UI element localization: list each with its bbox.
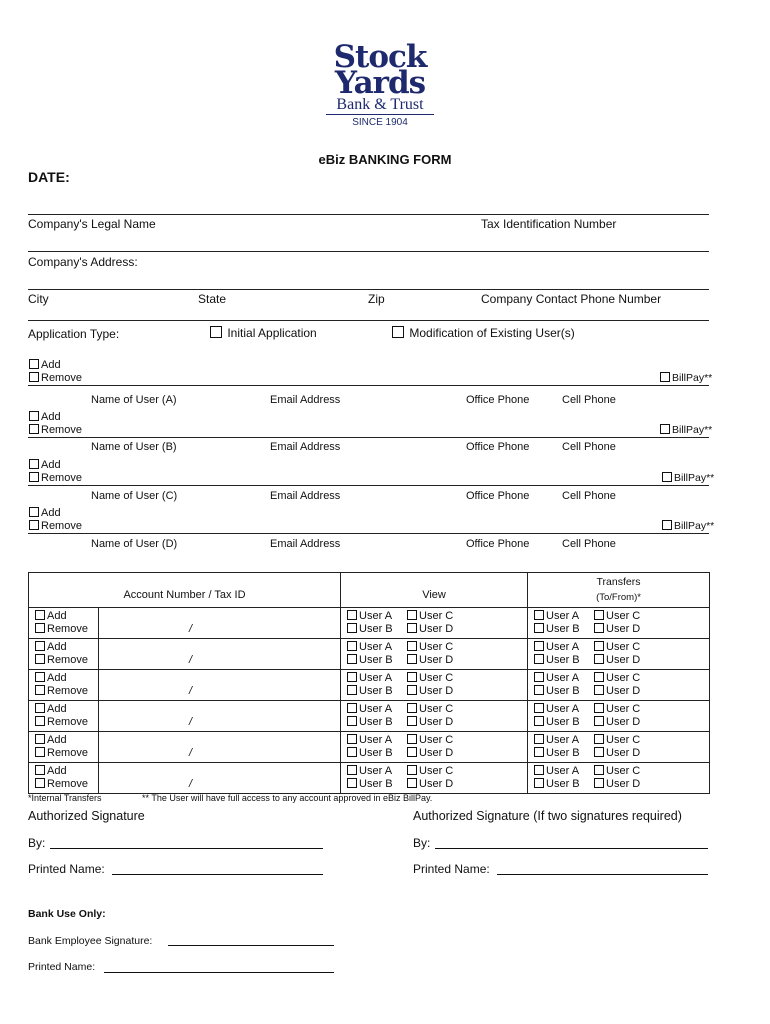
user-label: User C	[419, 734, 454, 746]
user-label: User B	[359, 747, 393, 759]
add-remove-cell	[29, 639, 99, 670]
user-d-remove[interactable]	[29, 520, 82, 532]
modification-checkbox[interactable]	[392, 326, 404, 338]
account-number-field[interactable]	[99, 763, 341, 794]
account-add-checkbox[interactable]	[35, 610, 45, 620]
user-checkbox[interactable]	[594, 747, 604, 757]
account-slash: /	[189, 654, 193, 666]
user-label: User B	[546, 778, 580, 790]
user-checkbox[interactable]	[594, 610, 604, 620]
add-label: Add	[47, 641, 67, 653]
user-b-email-label: Email Address	[270, 441, 341, 453]
second-signature-title: Authorized Signature (If two signatures required)	[413, 809, 682, 823]
user-label: User D	[419, 654, 454, 666]
user-label: User B	[546, 716, 580, 728]
view-header	[341, 573, 528, 608]
user-label: User A	[546, 765, 580, 777]
billpay-label: BillPay**	[672, 372, 713, 384]
user-label: User B	[546, 685, 580, 697]
view-users-cell	[341, 639, 528, 670]
remove-label: Remove	[41, 372, 82, 384]
user-label: User A	[359, 672, 393, 684]
account-number-header-label: Account Number / Tax ID	[123, 589, 246, 601]
transfer-users-cell	[528, 763, 710, 794]
view-users-cell	[341, 763, 528, 794]
user-label: User D	[419, 623, 454, 635]
user-checkbox[interactable]	[534, 734, 544, 744]
transfer-users-cell	[528, 732, 710, 763]
user-a-name-label: Name of User (A)	[91, 394, 177, 406]
user-checkbox[interactable]	[534, 747, 544, 757]
account-add-checkbox[interactable]	[35, 734, 45, 744]
view-header-label: View	[422, 589, 446, 601]
account-add[interactable]	[35, 672, 98, 685]
account-number-field[interactable]	[99, 639, 341, 670]
user-b-billpay[interactable]	[660, 424, 712, 436]
account-remove-checkbox[interactable]	[35, 747, 45, 757]
billpay-label: BillPay**	[674, 472, 715, 484]
user-checkbox[interactable]	[534, 716, 544, 726]
user-label: User C	[606, 765, 641, 777]
view-users-cell	[341, 670, 528, 701]
user-d-add[interactable]	[29, 507, 61, 519]
user-checkbox[interactable]	[407, 765, 417, 775]
user-checkbox[interactable]	[407, 685, 417, 695]
user-b-line	[28, 437, 709, 438]
add-label: Add	[47, 672, 67, 684]
account-number-field[interactable]	[99, 670, 341, 701]
user-label: User B	[359, 778, 393, 790]
user-label: User B	[359, 654, 393, 666]
user-checkbox[interactable]	[347, 716, 357, 726]
printed-name-label-right: Printed Name:	[413, 862, 490, 876]
account-add[interactable]	[35, 610, 98, 623]
user-label: User A	[546, 672, 580, 684]
remove-label: Remove	[47, 654, 88, 666]
user-d-office-label: Office Phone	[466, 538, 530, 550]
user-checkbox[interactable]	[407, 610, 417, 620]
user-checkbox[interactable]	[407, 703, 417, 713]
add-label: Add	[47, 703, 67, 715]
account-remove[interactable]	[35, 716, 98, 729]
user-c-cell-label: Cell Phone	[562, 490, 616, 502]
authorized-signature-title: Authorized Signature	[28, 809, 145, 823]
user-checkbox[interactable]	[347, 610, 357, 620]
account-remove-checkbox[interactable]	[35, 654, 45, 664]
user-checkbox[interactable]	[594, 641, 604, 651]
user-label: User A	[546, 734, 580, 746]
form-title: eBiz BANKING FORM	[318, 152, 452, 167]
by-label-right: By:	[413, 836, 431, 850]
user-label: User C	[606, 734, 641, 746]
view-users-cell	[341, 701, 528, 732]
transfers-subheader-label: (To/From)*	[596, 592, 641, 603]
user-b-remove[interactable]	[29, 424, 82, 436]
account-remove-checkbox[interactable]	[35, 685, 45, 695]
user-checkbox[interactable]	[347, 734, 357, 744]
user-checkbox[interactable]	[347, 623, 357, 633]
user-c-add[interactable]	[29, 459, 61, 471]
user-label: User D	[606, 778, 641, 790]
user-c-line	[28, 485, 709, 486]
user-label: User C	[606, 703, 641, 715]
account-remove-checkbox[interactable]	[35, 623, 45, 633]
user-c-billpay[interactable]	[662, 472, 714, 484]
bank-employee-signature-line[interactable]	[168, 945, 334, 946]
divider-line	[28, 214, 709, 215]
user-checkbox[interactable]	[407, 641, 417, 651]
remove-label: Remove	[41, 424, 82, 436]
user-checkbox[interactable]	[347, 654, 357, 664]
remove-label: Remove	[47, 685, 88, 697]
modification-option[interactable]	[392, 326, 575, 340]
user-checkbox[interactable]	[594, 716, 604, 726]
transfers-header	[528, 573, 710, 608]
user-label: User D	[419, 716, 454, 728]
account-add-checkbox[interactable]	[35, 765, 45, 775]
logo-since: SINCE 1904	[326, 114, 434, 130]
transfer-users-cell	[528, 670, 710, 701]
add-remove-cell	[29, 701, 99, 732]
internal-transfers-note: *Internal Transfers	[28, 793, 102, 803]
divider-line	[28, 289, 709, 290]
account-number-field[interactable]	[99, 701, 341, 732]
user-label: User A	[359, 734, 393, 746]
user-a-line	[28, 385, 709, 386]
account-row	[29, 701, 710, 732]
add-remove-cell	[29, 670, 99, 701]
remove-label: Remove	[41, 520, 82, 532]
user-a-add[interactable]	[29, 359, 61, 371]
user-a-cell-label: Cell Phone	[562, 394, 616, 406]
user-b-add-checkbox[interactable]	[29, 411, 39, 421]
account-remove[interactable]	[35, 654, 98, 667]
application-type-label: Application Type:	[28, 327, 120, 341]
remove-label: Remove	[47, 778, 88, 790]
initial-application-option[interactable]	[210, 326, 317, 340]
city-label: City	[28, 292, 49, 306]
user-label: User C	[606, 641, 641, 653]
user-checkbox[interactable]	[534, 685, 544, 695]
by-signature-line-left[interactable]	[50, 848, 323, 849]
transfers-header-label: Transfers	[596, 576, 641, 588]
account-slash: /	[189, 778, 193, 790]
user-label: User B	[359, 623, 393, 635]
user-label: User D	[606, 716, 641, 728]
user-label: User A	[546, 641, 580, 653]
user-checkbox[interactable]	[347, 685, 357, 695]
bank-use-title: Bank Use Only:	[28, 908, 106, 920]
add-remove-cell	[29, 763, 99, 794]
user-label: User B	[546, 654, 580, 666]
user-checkbox[interactable]	[534, 623, 544, 633]
user-d-email-label: Email Address	[270, 538, 341, 550]
logo-line-2: Yards	[334, 65, 426, 101]
user-label: User B	[359, 685, 393, 697]
user-label: User A	[359, 641, 393, 653]
user-b-billpay-checkbox[interactable]	[660, 424, 670, 434]
user-label: User C	[419, 672, 454, 684]
account-remove[interactable]	[35, 778, 98, 791]
user-checkbox[interactable]	[407, 623, 417, 633]
user-checkbox[interactable]	[347, 765, 357, 775]
user-label: User A	[359, 610, 393, 622]
user-label: User B	[359, 716, 393, 728]
date-label: DATE:	[28, 169, 70, 185]
user-label: User A	[546, 703, 580, 715]
user-checkbox[interactable]	[534, 765, 544, 775]
user-a-remove-checkbox[interactable]	[29, 372, 39, 382]
billpay-label: BillPay**	[672, 424, 713, 436]
account-remove[interactable]	[35, 623, 98, 636]
user-checkbox[interactable]	[534, 654, 544, 664]
account-row	[29, 608, 710, 639]
account-slash: /	[189, 747, 193, 759]
user-checkbox[interactable]	[594, 654, 604, 664]
user-checkbox[interactable]	[594, 734, 604, 744]
user-a-office-label: Office Phone	[466, 394, 530, 406]
modification-label: Modification of Existing User(s)	[409, 326, 575, 340]
user-label: User D	[419, 747, 454, 759]
account-slash: /	[189, 685, 193, 697]
user-d-remove-checkbox[interactable]	[29, 520, 39, 530]
user-b-cell-label: Cell Phone	[562, 441, 616, 453]
user-checkbox[interactable]	[594, 672, 604, 682]
view-users-cell	[341, 608, 528, 639]
by-signature-line-right[interactable]	[435, 848, 708, 849]
user-b-remove-checkbox[interactable]	[29, 424, 39, 434]
account-slash: /	[189, 716, 193, 728]
initial-application-label: Initial Application	[227, 326, 317, 340]
user-c-remove[interactable]	[29, 472, 82, 484]
accounts-table	[28, 572, 710, 794]
user-label: User B	[546, 623, 580, 635]
user-checkbox[interactable]	[534, 641, 544, 651]
user-c-add-checkbox[interactable]	[29, 459, 39, 469]
add-label: Add	[41, 459, 61, 471]
user-a-billpay-checkbox[interactable]	[660, 372, 670, 382]
zip-label: Zip	[368, 292, 385, 306]
legal-name-label: Company's Legal Name	[28, 217, 156, 231]
view-users-cell	[341, 732, 528, 763]
logo-line-3: Bank & Trust	[336, 96, 424, 113]
user-checkbox[interactable]	[347, 672, 357, 682]
initial-application-checkbox[interactable]	[210, 326, 222, 338]
user-d-add-checkbox[interactable]	[29, 507, 39, 517]
user-c-name-label: Name of User (C)	[91, 490, 178, 502]
user-checkbox[interactable]	[594, 685, 604, 695]
user-label: User D	[606, 685, 641, 697]
user-label: User D	[606, 623, 641, 635]
transfer-users-cell	[528, 639, 710, 670]
user-checkbox[interactable]	[407, 654, 417, 664]
add-label: Add	[41, 507, 61, 519]
printed-name-line-right[interactable]	[497, 874, 708, 875]
user-c-office-label: Office Phone	[466, 490, 530, 502]
user-checkbox[interactable]	[534, 672, 544, 682]
user-label: User C	[419, 765, 454, 777]
account-remove-checkbox[interactable]	[35, 716, 45, 726]
account-add-checkbox[interactable]	[35, 703, 45, 713]
printed-name-line-left[interactable]	[112, 874, 323, 875]
add-label: Add	[47, 765, 67, 777]
user-checkbox[interactable]	[347, 641, 357, 651]
user-d-billpay-checkbox[interactable]	[662, 520, 672, 530]
user-c-billpay-checkbox[interactable]	[662, 472, 672, 482]
transfer-users-cell	[528, 701, 710, 732]
account-number-field[interactable]	[99, 608, 341, 639]
user-label: User D	[606, 654, 641, 666]
account-add[interactable]	[35, 765, 98, 778]
account-row	[29, 639, 710, 670]
user-label: User C	[606, 672, 641, 684]
add-remove-cell	[29, 608, 99, 639]
user-label: User C	[419, 641, 454, 653]
account-add[interactable]	[35, 641, 98, 654]
add-label: Add	[41, 411, 61, 423]
user-checkbox[interactable]	[347, 747, 357, 757]
user-label: User C	[419, 703, 454, 715]
user-checkbox[interactable]	[534, 610, 544, 620]
user-checkbox[interactable]	[347, 778, 357, 788]
user-checkbox[interactable]	[594, 623, 604, 633]
user-checkbox[interactable]	[407, 716, 417, 726]
account-row	[29, 670, 710, 701]
user-b-name-label: Name of User (B)	[91, 441, 177, 453]
user-label: User A	[359, 703, 393, 715]
account-row	[29, 763, 710, 794]
account-slash: /	[189, 623, 193, 635]
account-remove-checkbox[interactable]	[35, 778, 45, 788]
add-label: Add	[47, 734, 67, 746]
user-checkbox[interactable]	[407, 672, 417, 682]
divider-line	[28, 320, 709, 321]
printed-name-label-left: Printed Name:	[28, 862, 105, 876]
user-b-office-label: Office Phone	[466, 441, 530, 453]
user-a-email-label: Email Address	[270, 394, 341, 406]
user-d-cell-label: Cell Phone	[562, 538, 616, 550]
user-d-billpay[interactable]	[662, 520, 714, 532]
user-label: User A	[546, 610, 580, 622]
remove-label: Remove	[41, 472, 82, 484]
user-c-remove-checkbox[interactable]	[29, 472, 39, 482]
add-remove-cell	[29, 732, 99, 763]
user-label: User C	[606, 610, 641, 622]
tax-id-label: Tax Identification Number	[481, 217, 617, 231]
user-a-remove[interactable]	[29, 372, 82, 384]
user-checkbox[interactable]	[407, 734, 417, 744]
add-label: Add	[41, 359, 61, 371]
billpay-label: BillPay**	[674, 520, 715, 532]
billpay-note: ** The User will have full access to any account approved in eBiz BillPay.	[142, 793, 433, 803]
user-d-line	[28, 533, 709, 534]
user-checkbox[interactable]	[534, 703, 544, 713]
user-checkbox[interactable]	[407, 747, 417, 757]
user-checkbox[interactable]	[407, 778, 417, 788]
transfer-users-cell	[528, 608, 710, 639]
address-label: Company's Address:	[28, 255, 138, 269]
user-label: User B	[546, 747, 580, 759]
bank-printed-name-line[interactable]	[104, 972, 334, 973]
user-label: User C	[419, 610, 454, 622]
remove-label: Remove	[47, 623, 88, 635]
account-add[interactable]	[35, 703, 98, 716]
account-number-header	[29, 573, 341, 608]
by-label-left: By:	[28, 836, 46, 850]
state-label: State	[198, 292, 227, 306]
account-add-checkbox[interactable]	[35, 672, 45, 682]
bank-logo	[320, 39, 440, 130]
bank-employee-signature-label: Bank Employee Signature:	[28, 935, 153, 947]
account-number-field[interactable]	[99, 732, 341, 763]
user-label: User D	[606, 747, 641, 759]
user-a-billpay[interactable]	[660, 372, 712, 384]
user-label: User D	[419, 685, 454, 697]
account-remove[interactable]	[35, 747, 98, 760]
bank-printed-name-label: Printed Name:	[28, 961, 96, 973]
account-row	[29, 732, 710, 763]
logo-line-1: Stock	[333, 39, 427, 75]
account-add-checkbox[interactable]	[35, 641, 45, 651]
user-a-add-checkbox[interactable]	[29, 359, 39, 369]
user-label: User A	[359, 765, 393, 777]
user-c-email-label: Email Address	[270, 490, 341, 502]
divider-line	[28, 251, 709, 252]
account-add[interactable]	[35, 734, 98, 747]
user-checkbox[interactable]	[347, 703, 357, 713]
user-b-add[interactable]	[29, 411, 61, 423]
user-checkbox[interactable]	[534, 778, 544, 788]
user-checkbox[interactable]	[594, 765, 604, 775]
user-d-name-label: Name of User (D)	[91, 538, 178, 550]
remove-label: Remove	[47, 716, 88, 728]
user-checkbox[interactable]	[594, 778, 604, 788]
user-label: User D	[419, 778, 454, 790]
contact-phone-label: Company Contact Phone Number	[481, 292, 662, 306]
remove-label: Remove	[47, 747, 88, 759]
account-remove[interactable]	[35, 685, 98, 698]
user-checkbox[interactable]	[594, 703, 604, 713]
add-label: Add	[47, 610, 67, 622]
